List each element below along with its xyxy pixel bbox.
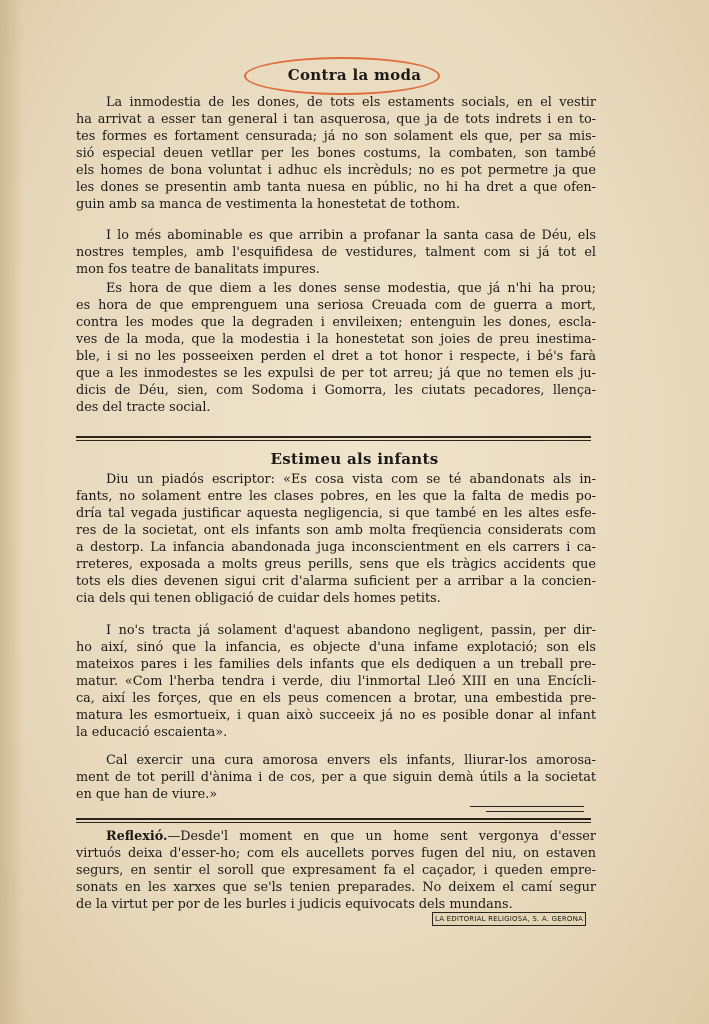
text-line: res de la societat, ont els infants son amb molta freqüencia considerats com [76,523,596,538]
text-line: Es hora de que diem a les dones sense modestia, que já n'hi ha prou; [106,281,596,296]
text-line: ha arrivat a esser tan general i tan asquerosa, que ja de tots indrets i en to- [76,112,596,127]
text-line: que a les inmodestes se les expulsi de per tot arreu; já que no temen els ju- [76,366,596,381]
closing-rule-2 [486,811,584,812]
text-line: els homes de bona voluntat i adhuc els incrèduls; no es pot permetre ja que [76,163,596,178]
text-line: nostres temples, amb l'esquifidesa de vestidures, talment com si já tot el [76,245,596,260]
text-line: La inmodestia de les dones, de tots els estaments socials, en el vestir [106,95,596,110]
text-line: des del tracte social. [76,400,211,415]
article1-paragraph-1 [76,94,596,213]
reflexio-label: Reflexió. [106,829,168,844]
text-line: a destorp. La infancia abandonada juga inconscientment en els carrers i ca- [76,540,596,555]
publisher-imprint: LA EDITORIAL RELIGIOSA, S. A. GERONA [432,912,586,926]
reflexio-line: —Desde'l moment en que un home sent vergonya d'esser [167,829,596,844]
text-line: tots els dies devenen sigui crit d'alarma suficient per a arribar a la concien- [76,574,596,589]
text-line: virtuós deixa d'esser-ho; com els aucellets porves fugen del niu, on estaven [76,846,596,861]
article1-title: Contra la moda [287,66,422,84]
text-line: la educació escaienta». [76,725,228,740]
text-line: matura les esmortueix, i quan això succeeix já no es posible donar al infant [76,708,596,723]
article1-paragraph-3 [76,280,596,416]
text-line [76,828,596,845]
article2-paragraph-1 [76,471,596,607]
text-line: ca, així les forçes, que en els peus comencen a brotar, una embestida pre- [76,691,596,706]
text-line: Diu un piadós escriptor: «Es cosa vista com se té abandonats als in- [106,472,596,487]
closing-rule [470,806,584,807]
text-line: dicis de Déu, sien, com Sodoma i Gomorra, les ciutats pecadores, llença- [76,383,596,398]
text-line: I no's tracta já solament d'aquest abandono negligent, passin, per dir- [106,623,596,638]
text-line: I lo més abominable es que arribin a profanar la santa casa de Déu, els [106,228,596,243]
reflexio-paragraph [76,828,596,913]
text-line: mateixos pares i les families dels infants que els dediquen a un treball pre- [76,657,596,672]
section-divider [76,436,591,441]
text-line: en que han de viure.» [76,787,218,802]
article2-paragraph-3 [76,752,596,803]
text-line: segurs, en sentir el soroll que expresament fa el caçador, i queden empre- [76,863,596,878]
text-line: les dones se presentin amb tanta nuesa en públic, no hi ha dret a que ofen- [76,180,596,195]
text-line: sió especial deuen vetllar per les bones costums, la combaten, son també [76,146,596,161]
text-line: ho així, sinó que la infancia, es objecte d'una infame explotació; son els [76,640,596,655]
text-line: fants, no solament entre les clases pobres, en les que la falta de medis po- [76,489,596,504]
article2-paragraph-2 [76,622,596,741]
text-line: contra les modes que la degraden i envileixen; entenguin les dones, escla- [76,315,596,330]
text-line: cia dels qui tenen obligació de cuidar dels homes petits. [76,591,441,606]
article1-paragraph-2 [76,227,596,278]
text-line: rreteres, exposada a molts greus perills, sens que els tràgics accidents que [76,557,596,572]
text-line: ment de tot perill d'ànima i de cos, per a que siguin demà útils a la societat [76,770,596,785]
text-line: de la virtut per por de les burles i judicis equivocats dels mundans. [76,897,513,912]
section-divider [76,818,591,823]
text-line: Cal exercir una cura amorosa envers els infants, lliurar-los amorosa- [106,753,596,768]
text-line: mon fos teatre de banalitats impures. [76,262,320,277]
article2-title: Estimeu als infants [270,450,439,468]
text-line: matur. «Com l'herba tendra i verde, diu l'inmortal Lleó XIII en una Encícli- [76,674,596,689]
text-line: dría tal vegada justificar aquesta negligencia, si que també en les altes esfe- [76,506,596,521]
text-line: tes formes es fortament censurada; já no son solament els que, per sa mis- [76,129,596,144]
text-line: ble, i si no les posseeixen perden el dret a tot honor i respecte, i bé's farà [76,349,596,364]
text-line: guin amb sa manca de vestimenta la honestetat de tothom. [76,197,461,212]
page-edge-shadow [0,0,24,1024]
text-line: es hora de que emprenguem una seriosa Creuada com de guerra a mort, [76,298,596,313]
text-line: ves de la moda, que la modestia i la honestetat son joies de preu inestima- [76,332,596,347]
text-line: sonats en les xarxes que se'ls tenien preparades. No deixem el camí segur [76,880,596,895]
